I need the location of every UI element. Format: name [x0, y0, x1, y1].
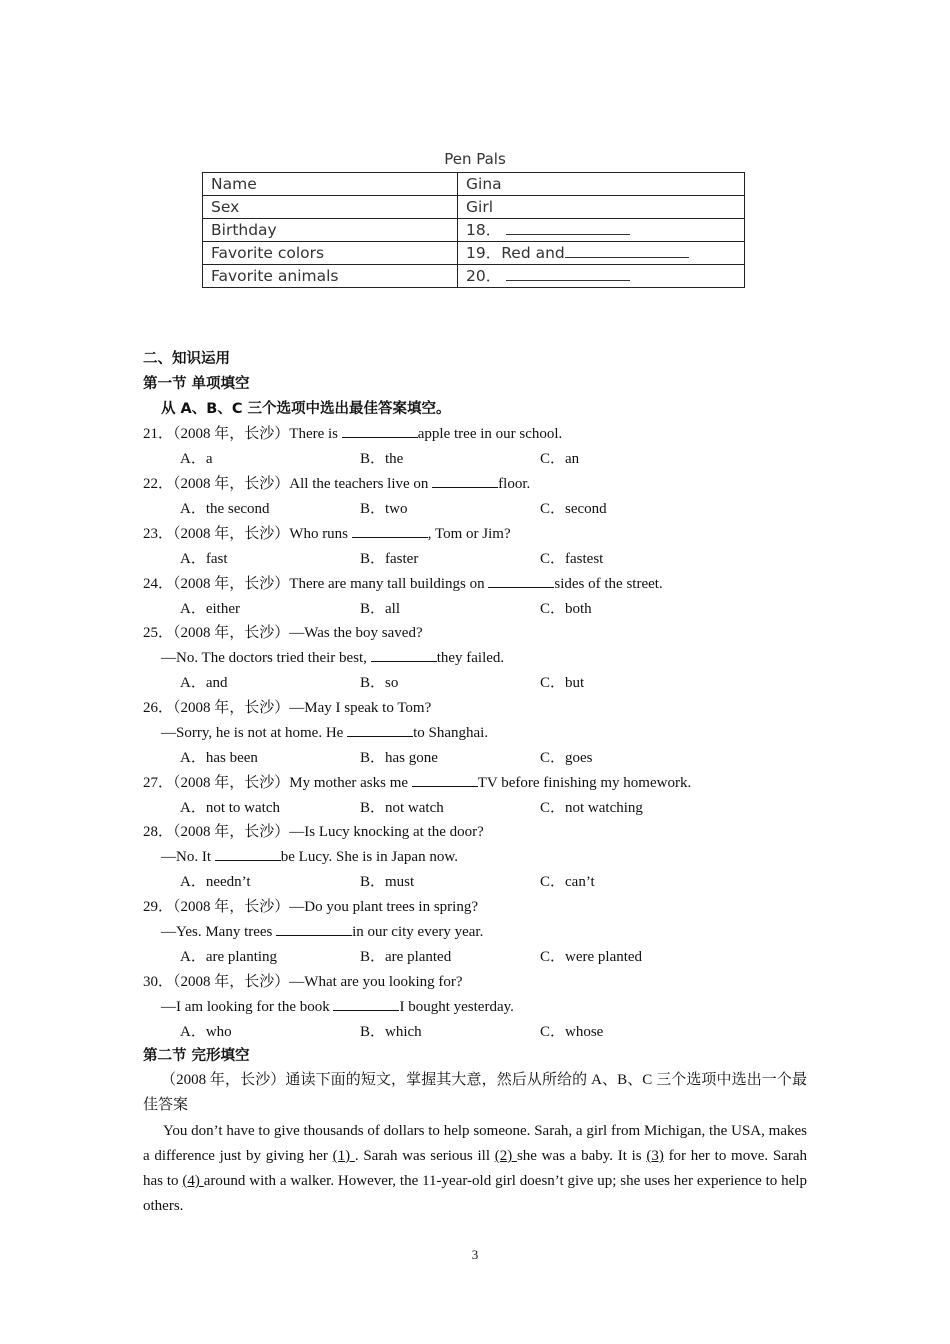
option-a: A．fast	[180, 551, 228, 567]
table-title: Pen Pals	[444, 150, 506, 168]
answer-blank	[276, 922, 352, 936]
question-22: 22．（2008 年，长沙）All the teachers live on floor.	[143, 476, 531, 492]
part2-instruction: （2008 年，长沙）通读下面的短文，掌握其大意，然后从所给的 A、B、C 三个选项中选出一个最佳答案	[143, 1072, 807, 1113]
option-c: C．goes	[540, 750, 593, 766]
option-c: C．but	[540, 675, 585, 691]
answer-blank	[565, 243, 689, 258]
option-b: B．so	[360, 675, 399, 691]
row-label: Favorite colors	[203, 242, 458, 265]
question-27: 27．（2008 年，长沙）My mother asks me TV before finishing my homework.	[143, 775, 692, 791]
answer-blank	[352, 524, 428, 538]
pen-pals-table	[202, 172, 745, 288]
answer-blank	[506, 266, 630, 281]
row-value	[458, 242, 745, 265]
question-30-reply: —I am looking for the book I bought yesterday.	[161, 999, 514, 1015]
part1-instruction: 从 A、B、C 三个选项中选出最佳答案填空。	[161, 401, 451, 417]
page-number: 3	[471, 1247, 479, 1262]
option-a: A．has been	[180, 750, 258, 766]
table-row	[203, 196, 745, 219]
row-label: Sex	[203, 196, 458, 219]
answer-blank	[432, 474, 498, 488]
blank-1: (1)	[332, 1148, 355, 1164]
option-b: B．the	[360, 451, 404, 467]
option-c: C．were planted	[540, 949, 643, 965]
table-row	[203, 265, 745, 288]
option-c: C．an	[540, 451, 580, 467]
option-c: C．can’t	[540, 874, 595, 890]
question-29-reply: —Yes. Many trees in our city every year.	[161, 924, 484, 940]
option-a: A．the second	[180, 501, 270, 517]
question-24: 24．（2008 年，长沙）There are many tall buildings on sides of the street.	[143, 576, 663, 592]
question-26-reply: —Sorry, he is not at home. He to Shanghai.	[161, 725, 489, 741]
cloze-passage: You don’t have to give thousands of dollars to help someone. Sarah, a girl from Michigan, the USA, makes a difference just by giving her (1) . Sarah was serious ill (2) she was a baby. It is (3) for her to move. Sarah has to (4) around with a walker. However, the 11-year-old girl doesn’t give up; she uses her experience to help others.	[143, 1123, 808, 1214]
option-c: C．both	[540, 601, 592, 617]
row-value	[458, 265, 745, 288]
option-c: C．second	[540, 501, 607, 517]
row-value: Girl	[458, 196, 745, 219]
question-26: 26．（2008 年，长沙）—May I speak to Tom?	[143, 700, 432, 716]
answer-blank	[215, 847, 281, 861]
question-30: 30．（2008 年，长沙）—What are you looking for?	[143, 974, 463, 990]
option-b: B．which	[360, 1024, 422, 1040]
blank-2: (2)	[494, 1148, 517, 1164]
answer-blank	[488, 574, 554, 588]
question-21: 21．（2008 年，长沙）There is apple tree in our school.	[143, 426, 563, 442]
answer-blank	[506, 220, 630, 235]
row-value	[458, 219, 745, 242]
table-row	[203, 242, 745, 265]
option-b: B．must	[360, 874, 415, 890]
option-b: B．two	[360, 501, 408, 517]
question-23: 23．（2008 年，长沙）Who runs , Tom or Jim?	[143, 526, 511, 542]
question-25: 25．（2008 年，长沙）—Was the boy saved?	[143, 625, 423, 641]
blank-4: (4)	[182, 1173, 204, 1189]
option-a: A．are planting	[180, 949, 278, 965]
question-29: 29．（2008 年，长沙）—Do you plant trees in spring?	[143, 899, 478, 915]
table-row	[203, 219, 745, 242]
option-b: B．not watch	[360, 800, 444, 816]
answer-blank	[342, 424, 418, 438]
option-b: B．has gone	[360, 750, 438, 766]
answer-blank	[412, 773, 478, 787]
option-b: B．faster	[360, 551, 419, 567]
answer-blank	[347, 723, 413, 737]
blank-3: (3)	[646, 1148, 664, 1164]
answer-number: 19．Red and	[466, 244, 565, 262]
option-b: B．all	[360, 601, 400, 617]
part1-heading: 第一节 单项填空	[143, 376, 250, 392]
option-a: A．needn’t	[180, 874, 251, 890]
option-c: C．fastest	[540, 551, 604, 567]
option-a: A．not to watch	[180, 800, 280, 816]
option-a: A．and	[180, 675, 228, 691]
answer-number: 20．	[466, 267, 502, 285]
option-b: B．are planted	[360, 949, 452, 965]
option-c: C．whose	[540, 1024, 604, 1040]
answer-blank	[333, 997, 399, 1011]
answer-number: 18．	[466, 221, 502, 239]
question-28-reply: —No. It be Lucy. She is in Japan now.	[161, 849, 458, 865]
option-a: A．either	[180, 601, 240, 617]
answer-blank	[371, 648, 437, 662]
option-c: C．not watching	[540, 800, 643, 816]
question-25-reply: —No. The doctors tried their best, they failed.	[161, 650, 505, 666]
row-label: Name	[203, 173, 458, 196]
part2-heading: 第二节 完形填空	[143, 1048, 250, 1064]
question-28: 28．（2008 年，长沙）—Is Lucy knocking at the door?	[143, 824, 484, 840]
row-label: Birthday	[203, 219, 458, 242]
row-label: Favorite animals	[203, 265, 458, 288]
option-a: A．a	[180, 451, 213, 467]
option-a: A．who	[180, 1024, 232, 1040]
section-heading: 二、知识运用	[143, 351, 230, 367]
row-value: Gina	[458, 173, 745, 196]
table-row	[203, 173, 745, 196]
